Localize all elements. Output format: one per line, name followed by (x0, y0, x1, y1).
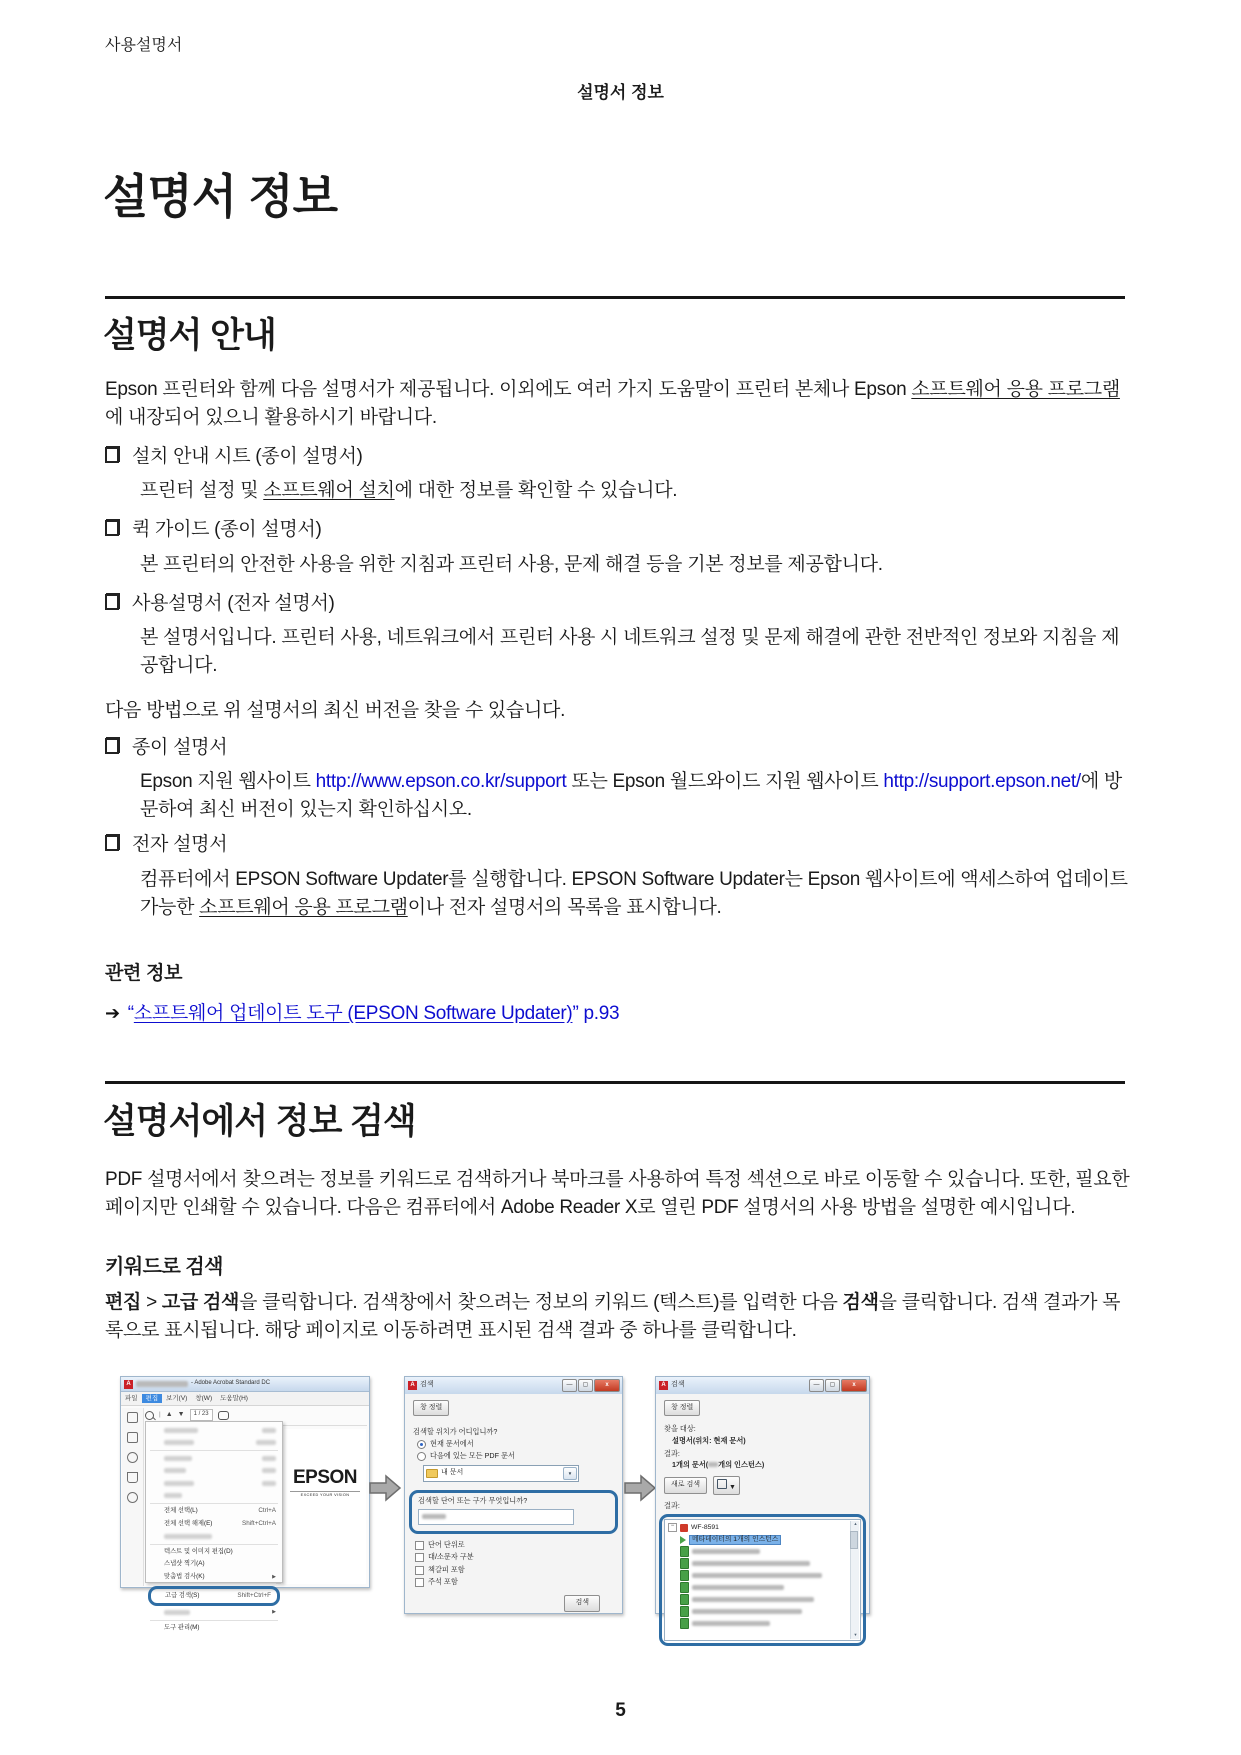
section2-heading: 설명서에서 정보 검색 (103, 1102, 416, 1141)
acrobat-left-rail (122, 1408, 144, 1586)
results-list-label: 결과: (664, 1501, 680, 1511)
result-page-icon (680, 1558, 689, 1569)
menu-item-paste-disabled (146, 1477, 282, 1490)
menu-item-select-all[interactable]: 전체 선택(L) Ctrl+A (164, 1507, 276, 1515)
menu-file[interactable]: 파일 (125, 1394, 138, 1402)
menu-item-take-snapshot[interactable]: 스냅샷 찍기(A) (164, 1560, 205, 1568)
bullet-users-guide-desc: 본 설명서입니다. 프린터 사용, 네트워크에서 프린터 사용 시 네트워크 설정 및 문제 해결에 관한 전반적인 정보와 지침을 제공합니다. (140, 627, 1120, 676)
menu-item-redo-disabled (146, 1437, 282, 1450)
glossary-link-software-apps[interactable]: 소프트웨어 응용 프로그램 (911, 379, 1120, 400)
blurred-filename (136, 1381, 188, 1387)
result-arrow-icon (680, 1536, 686, 1544)
epson-kr-support-link[interactable]: http://www.epson.co.kr/support (315, 771, 567, 792)
kw-text-2: 을 클릭합니다. 검색창에서 찾으려는 정보의 키워드 (텍스트)를 입력한 다음 (239, 1292, 843, 1313)
keyword-search-subheading: 키워드로 검색 (105, 1256, 223, 1278)
new-search-button[interactable]: 새로 검색 (664, 1477, 707, 1493)
bullet-digital-manual-desc (140, 866, 1135, 922)
page-up-icon[interactable]: ▲ (165, 1410, 173, 1418)
reference-arrow-icon: ➔ (105, 1003, 120, 1023)
menu-separator (150, 1584, 278, 1585)
search-word-label: 검색할 단어 또는 구가 무엇입니까? (418, 1496, 528, 1506)
acrobat-titlebar (121, 1377, 369, 1392)
results-tree (664, 1519, 861, 1641)
menu-separator (150, 1503, 278, 1504)
bullet-title: 설치 안내 시트 (종이 설명서) (132, 446, 363, 467)
acrobat-menubar (121, 1392, 369, 1406)
arrange-windows-button[interactable]: 창 정렬 (413, 1400, 449, 1416)
result-count-label: 결과: (664, 1448, 680, 1458)
section-rule (105, 296, 1125, 299)
target-label: 찾을 대상: (664, 1424, 696, 1434)
intro-text-2: 에 내장되어 있으니 활용하시기 바랍니다. (105, 407, 437, 428)
tree-hit-row[interactable] (680, 1570, 850, 1582)
result-page-icon (680, 1618, 689, 1629)
glossary-link-software-install[interactable]: 소프트웨어 설치 (263, 480, 395, 501)
pdf-file-icon (680, 1524, 688, 1532)
screenshot-acrobat-window (120, 1376, 370, 1631)
acrobat-app-icon: A (124, 1380, 133, 1389)
desc-text-2: 이나 전자 설명서의 목록을 표시합니다. (407, 897, 722, 918)
home-icon[interactable] (127, 1412, 138, 1423)
results-window-title: 검색 (671, 1381, 685, 1389)
checkbox-icon (415, 1553, 424, 1562)
menu-ref-search: 검색 (842, 1292, 879, 1313)
close-button[interactable]: x (594, 1379, 620, 1392)
target-value: 설명서(위치: 현재 문서) (672, 1436, 746, 1446)
bullet-title: 전자 설명서 (132, 834, 228, 855)
menu-item-cut-disabled (146, 1452, 282, 1465)
arrange-windows-button[interactable]: 창 정렬 (664, 1400, 700, 1416)
bullet-setup-sheet-desc (140, 477, 1135, 505)
bullet-quick-guide (105, 514, 1135, 541)
page-indicator[interactable]: 1 / 23 (190, 1409, 213, 1420)
checkbox-include-bookmarks[interactable]: 책갈피 포함 (415, 1566, 614, 1575)
square-bullet-icon (105, 738, 119, 754)
bullet-digital-manual (105, 829, 1135, 856)
menu-item-advanced-search[interactable]: 고급 검색(S) Shift+Ctrl+F (148, 1586, 280, 1606)
square-bullet-icon (105, 835, 119, 851)
bullet-title: 사용설명서 (전자 설명서) (132, 593, 335, 614)
bullet-setup-sheet (105, 441, 1135, 468)
glossary-link-software-apps-2[interactable]: 소프트웨어 응용 프로그램 (199, 897, 408, 918)
running-header-center: 설명서 정보 (577, 83, 664, 102)
radio-selected-icon (417, 1440, 426, 1449)
related-link-quote-open: “ (127, 1003, 134, 1024)
acrobat-title-text: - Adobe Acrobat Standard DC (191, 1380, 271, 1387)
location-dropdown[interactable]: 내 문서 ▼ (423, 1465, 579, 1482)
keyword-search-paragraph (105, 1289, 1135, 1345)
minimize-button[interactable]: — (809, 1379, 824, 1392)
folder-icon (426, 1469, 438, 1478)
result-page-icon (680, 1546, 689, 1557)
menu-item-edit-text-images[interactable]: 텍스트 및 이미지 편집(D) (164, 1547, 233, 1555)
maximize-button[interactable]: ▢ (578, 1379, 593, 1392)
result-page-icon (680, 1594, 689, 1605)
page-title: 설명서 정보 (103, 170, 338, 223)
related-info-item (105, 999, 619, 1028)
section2-intro: PDF 설명서에서 찾으려는 정보를 키워드로 검색하거나 북마크를 사용하여 특정 섹션으로 바로 이동할 수 있습니다. 또한, 필요한 페이지만 인쇄할 수 있습니다. 다음은 컴퓨터에서 Adobe Reader X로 열린 PDF 설명서의 사용 방법을 설명한 예시입니다. (105, 1169, 1130, 1218)
menu-item-copy-to-clipboard-disabled (146, 1530, 282, 1543)
menu-item-copy-disabled (146, 1465, 282, 1478)
related-info-heading: 관련 정보 (105, 963, 183, 984)
page-down-icon[interactable]: ▼ (177, 1410, 185, 1418)
desc-text-2: 에 대한 정보를 확인할 수 있습니다. (394, 480, 678, 501)
square-bullet-icon (105, 594, 119, 610)
acrobat-edit-menu (145, 1421, 283, 1631)
checkbox-icon (415, 1566, 424, 1575)
desc-text: 컴퓨터에서 EPSON Software Updater를 실행합니다. EPSON Software Updater는 Epson 웹사이트에 액세스하여 업데이트 가능한 (140, 869, 1128, 918)
menu-ref-advanced-search: 고급 검색 (161, 1292, 240, 1313)
screenshot-search-dialog (404, 1376, 623, 1614)
section-rule (105, 1081, 1125, 1084)
scrollbar-thumb[interactable] (850, 1531, 858, 1549)
menu-separator (150, 1620, 278, 1621)
acrobat-toolbar: | ▲ ▼ 1 / 23 (145, 1405, 367, 1426)
comment-icon[interactable] (218, 1411, 229, 1420)
search-dialog-title: 검색 (420, 1381, 434, 1389)
step-arrow-icon (624, 1474, 656, 1502)
menu-ref-edit: 편집 (105, 1292, 142, 1313)
checkbox-icon (415, 1578, 424, 1587)
menu-item-check-spelling[interactable]: 맞춤법 검사(K) ▶ (164, 1572, 276, 1580)
epson-logo: EPSON EXCEED YOUR VISION (284, 1467, 366, 1497)
page-number: 5 (615, 1700, 626, 1721)
checkbox-case-sensitive[interactable]: 대/소문자 구분 (415, 1553, 614, 1562)
search-where-label: 검색할 위치가 어디입니까? (413, 1427, 498, 1437)
bullet-quick-guide-desc: 본 프린터의 안전한 사용을 위한 지침과 프린터 사용, 문제 해결 등을 기본 정보를 제공합니다. (140, 554, 883, 575)
search-dialog-body (405, 1394, 622, 1613)
tree-hit-row[interactable] (680, 1606, 850, 1618)
menu-window[interactable]: 창(W) (195, 1394, 213, 1402)
search-button[interactable]: 검색 (564, 1595, 600, 1611)
results-callout (659, 1514, 866, 1646)
desc-text: Epson 지원 웹사이트 (140, 771, 316, 792)
tree-hit-row[interactable] (680, 1546, 850, 1558)
section1-intro (105, 376, 1135, 432)
result-page-icon (680, 1582, 689, 1593)
blurred-count (708, 1462, 718, 1467)
search-term-callout (409, 1490, 618, 1534)
tree-root-row[interactable]: − WF-8591 (668, 1522, 850, 1534)
save-results-button[interactable]: ▼ (713, 1476, 740, 1495)
minimize-button[interactable]: — (562, 1379, 577, 1392)
menu-item-delete-disabled (146, 1490, 282, 1503)
acrobat-document-area (284, 1429, 366, 1584)
menu-item-preferences-disabled: ▶ (146, 1606, 282, 1619)
scroll-up-icon[interactable]: ▲ (853, 1520, 858, 1526)
search-term-input[interactable] (418, 1509, 574, 1525)
menu-separator (150, 1450, 278, 1451)
result-page-icon (680, 1570, 689, 1581)
bookmark-icon[interactable] (127, 1472, 138, 1483)
related-link-software-updater[interactable]: 소프트웨어 업데이트 도구 (EPSON Software Updater) (133, 1003, 573, 1024)
results-body (656, 1394, 869, 1638)
desc-text-3: 에 방문하여 최신 버전이 있는지 확인하십시오. (140, 771, 1122, 820)
section1-heading: 설명서 안내 (103, 316, 276, 355)
tree-hit-row[interactable] (680, 1558, 850, 1570)
desc-text-2: 또는 Epson 월드와이드 지원 웹사이트 (566, 771, 884, 792)
dropdown-arrow-icon: ▼ (563, 1467, 577, 1480)
maximize-button[interactable]: ▢ (825, 1379, 840, 1392)
scroll-down-icon[interactable]: ▼ (853, 1632, 858, 1638)
tree-hit-row[interactable] (680, 1582, 850, 1594)
bullet-paper-manual (105, 732, 1135, 759)
menu-separator (150, 1544, 278, 1545)
close-button[interactable]: x (841, 1379, 867, 1392)
save-icon (717, 1479, 727, 1489)
screenshot-search-results (655, 1376, 870, 1638)
kw-text-3: 을 클릭합니다. 검색 결과가 목록으로 표시됩니다. 해당 페이지로 이동하려면 표시된 검색 결과 중 하나를 클릭합니다. (105, 1292, 1121, 1341)
checkbox-whole-words[interactable]: 단어 단위로 (415, 1541, 614, 1550)
bullet-users-guide (105, 588, 1135, 615)
search-dialog-icon: A (408, 1381, 417, 1390)
search-icon[interactable] (145, 1411, 154, 1420)
latest-version-text: 다음 방법으로 위 설명서의 최신 버전을 찾을 수 있습니다. (105, 700, 566, 721)
menu-edit[interactable]: 편집 (142, 1394, 163, 1404)
results-window-icon: A (659, 1381, 668, 1390)
blurred-search-term (422, 1514, 446, 1519)
results-scrollbar[interactable] (850, 1521, 859, 1639)
attachment-icon[interactable] (127, 1492, 138, 1503)
step-arrow-icon (369, 1474, 401, 1502)
menu-item-deselect-all[interactable]: 전체 선택 해제(E) Shift+Ctrl+A (164, 1519, 276, 1527)
running-header-left: 사용설명서 (105, 37, 183, 54)
checkbox-include-comments[interactable]: 주석 포함 (415, 1578, 614, 1587)
menu-item-manage-tools[interactable]: 도구 관리(M) (164, 1623, 200, 1631)
square-bullet-icon (105, 520, 119, 536)
radio-unselected-icon (417, 1452, 426, 1461)
radio-current-document[interactable]: 현재 문서에서 (417, 1440, 614, 1449)
tree-hit-row[interactable] (680, 1594, 850, 1606)
result-page-icon (680, 1606, 689, 1617)
collapse-icon[interactable]: − (668, 1523, 677, 1532)
desc-text: 프린터 설정 및 (140, 480, 264, 501)
radio-all-pdf-documents[interactable]: 다음에 있는 모든 PDF 문서 (417, 1452, 614, 1461)
result-count-value: 1개의 문서( 개의 인스턴스) (672, 1460, 765, 1470)
kw-text: > (141, 1292, 162, 1313)
results-titlebar (656, 1377, 869, 1395)
search-dialog-titlebar (405, 1377, 622, 1395)
chat-icon[interactable] (127, 1452, 138, 1463)
bullet-paper-manual-desc (140, 768, 1135, 824)
bullet-title: 퀵 가이드 (종이 설명서) (132, 519, 322, 540)
intro-text: Epson 프린터와 함께 다음 설명서가 제공됩니다. 이외에도 여러 가지 도움말이 프린터 본체나 Epson (105, 379, 912, 400)
tree-hit-row[interactable] (680, 1618, 850, 1630)
menu-item-undo-disabled (146, 1424, 282, 1437)
menu-help[interactable]: 도움말(H) (220, 1394, 248, 1402)
square-bullet-icon (105, 447, 119, 463)
related-link-page-ref: ” p.93 (572, 1003, 620, 1024)
tree-hit-row-selected[interactable]: 메타데이터의 1개의 인스턴스 (680, 1534, 850, 1546)
bullet-title: 종이 설명서 (132, 737, 228, 758)
lock-icon[interactable] (127, 1432, 138, 1443)
menu-view[interactable]: 보기(V) (166, 1394, 188, 1402)
checkbox-icon (415, 1541, 424, 1550)
epson-net-support-link[interactable]: http://support.epson.net/ (883, 771, 1081, 792)
